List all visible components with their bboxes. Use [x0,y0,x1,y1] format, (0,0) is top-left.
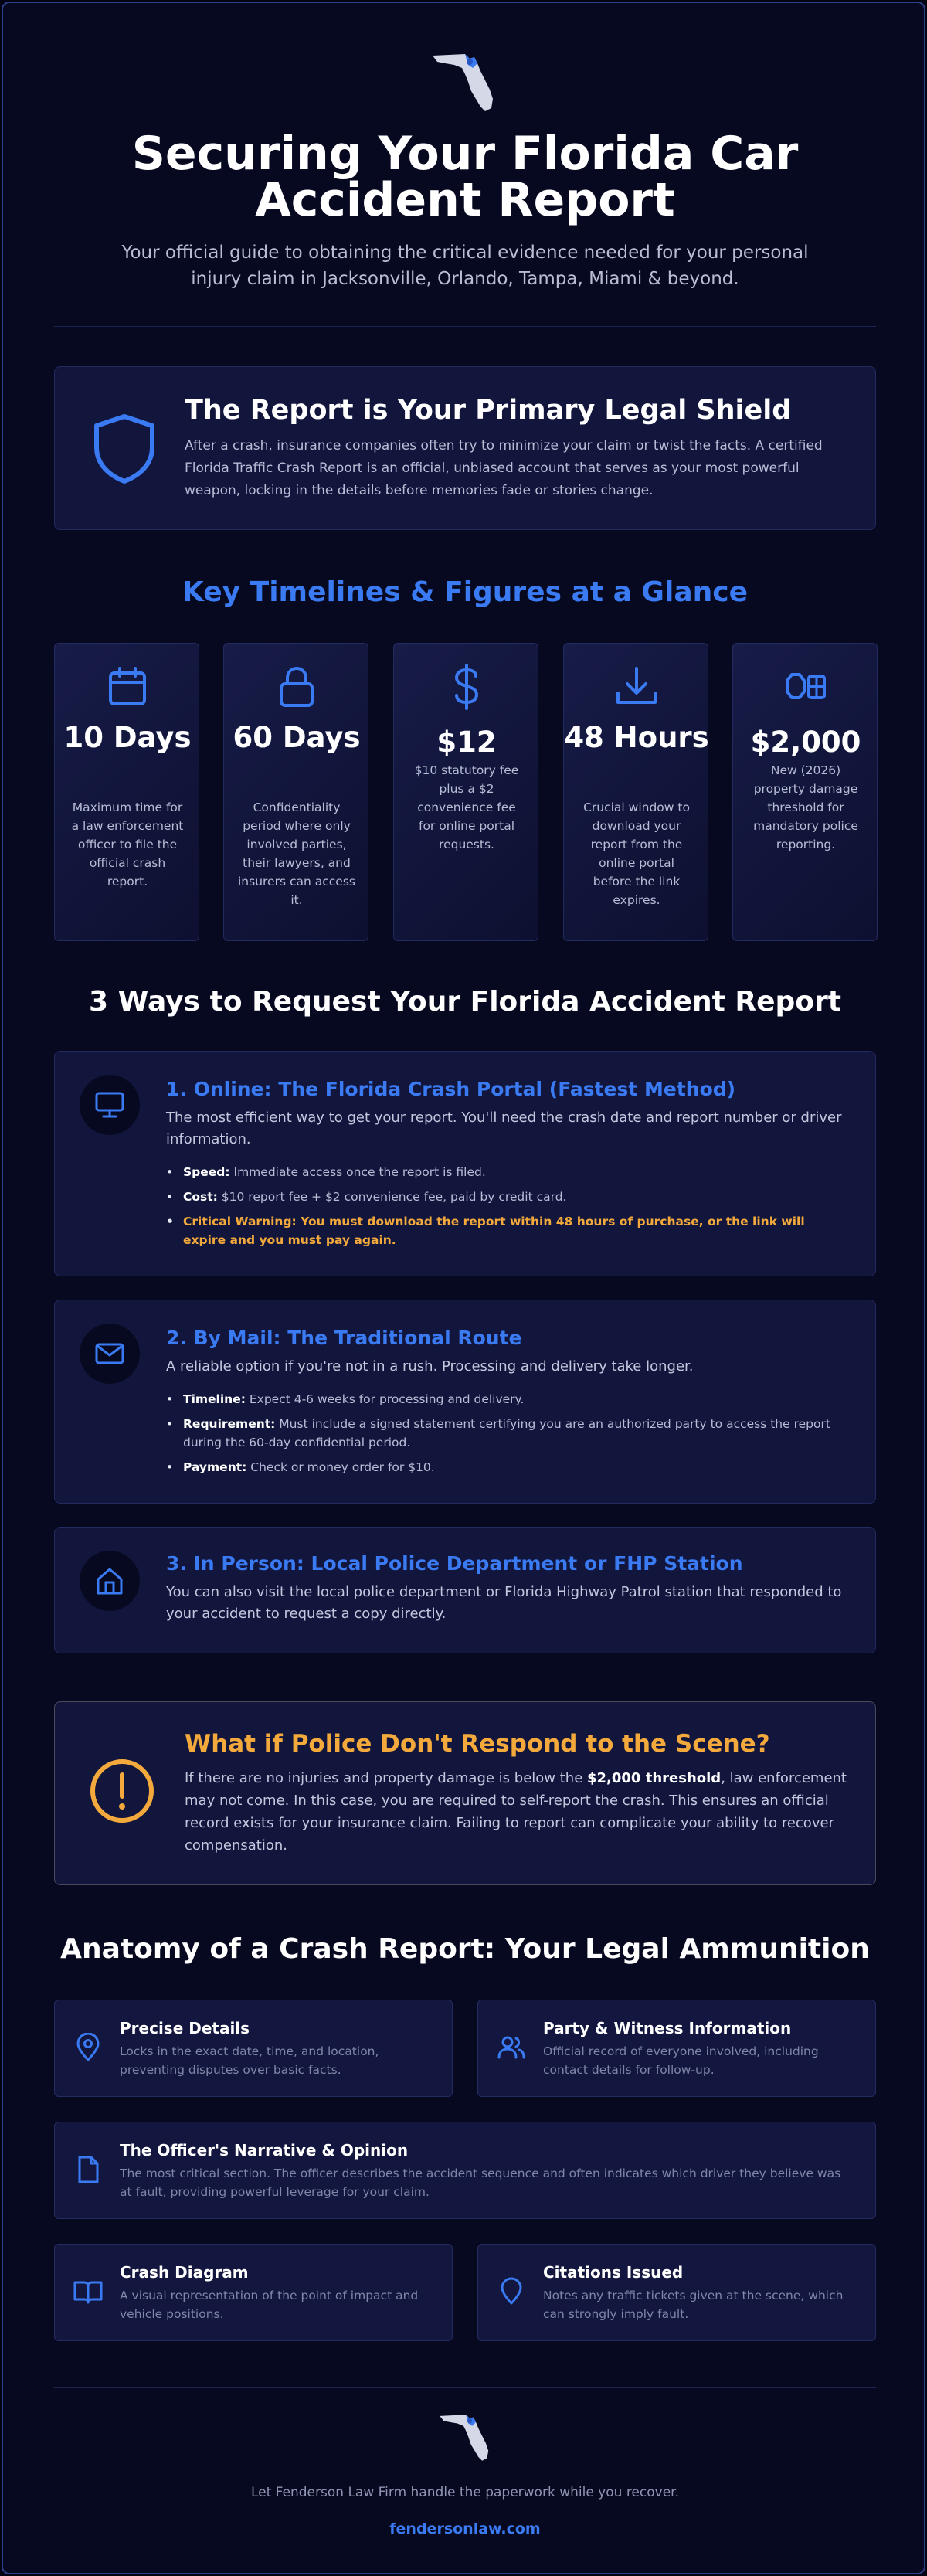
anatomy-item-description: Notes any traffic tickets given at the scene, which can strongly imply fault. [543,2289,844,2321]
document-icon [73,2155,103,2184]
anatomy-card [54,2244,453,2341]
stat-description: New (2026) property damage threshold for mandatory police reporting. [753,763,858,851]
anatomy-card [54,2122,876,2219]
stat-value: 48 Hours [564,721,709,754]
stat-value: 60 Days [233,721,361,754]
police-text: If there are no injuries and property damage is below the $2,000 threshold, law enforcement may not come. In this case, you are required to self-report the crash. This ensures an official record exists for your insurance claim. Failing to report can complicate your ability to recover compensation. [185,1770,847,1854]
anatomy-item-title: Citations Issued [543,2263,684,2282]
method-card-mail [54,1300,876,1504]
anatomy-item-title: Crash Diagram [120,2263,249,2282]
infographic-page [2,2,925,2574]
download-icon [613,664,660,710]
mail-icon [94,1338,125,1369]
list-item: • Timeline: Expect 4-6 weeks for processing and delivery. [166,1390,846,1409]
method-description: You can also visit the local police department or Florida Highway Patrol station that responded to your accident to request a copy directly. [166,1584,842,1622]
list-item: • Cost: $10 report fee + $2 convenience fee, paid by credit card. [166,1188,846,1206]
stat-card [732,643,878,941]
anatomy-item-description: Official record of everyone involved, including contact details for follow-up. [543,2044,819,2077]
car-damage-icon [783,664,829,710]
timelines-title: Key Timelines & Figures at a Glance [182,576,748,608]
method-icon-badge [80,1075,140,1135]
shield-text: After a crash, insurance companies often try to minimize your claim or twist the facts. A certified Florida Traffic Crash Report is an official, unbiased account that serves as your most powerful weapon, locking in the details before memories fade or stories change. [185,438,823,498]
legal-shield-card [54,366,876,530]
stat-description: Crucial window to download your report from the online portal before the link expires. [583,800,690,907]
method-description: The most efficient way to get your report. You'll need the crash date and report number or driver information. [166,1110,842,1147]
list-item: • Payment: Check or money order for $10. [166,1458,846,1477]
methods-title: 3 Ways to Request Your Florida Accident Report [88,986,842,1018]
stat-card [393,643,538,941]
method-icon-badge [80,1324,140,1384]
divider [54,326,876,327]
stat-description: Maximum time for a law enforcement officer to file the official crash report. [71,800,184,889]
anatomy-card [477,2244,876,2341]
stat-value: $12 [436,726,497,759]
location-pin-icon [73,2033,103,2062]
citation-pin-icon [497,2277,526,2306]
anatomy-item-description: Locks in the exact date, time, and location, preventing disputes over basic facts. [120,2044,379,2077]
divider [54,2387,876,2388]
lock-icon [273,664,320,710]
shield-icon [92,413,157,484]
no-police-response-card [54,1701,876,1885]
anatomy-item-description: The most critical section. The officer describes the accident sequence and often indicates which driver they believe was at fault, providing powerful leverage for your claim. [120,2166,841,2199]
police-title: What if Police Don't Respond to the Scene? [185,1730,770,1758]
anatomy-item-title: The Officer's Narrative & Opinion [120,2141,409,2160]
anatomy-item-title: Precise Details [120,2019,250,2037]
alert-icon [89,1758,155,1824]
list-item: • Speed: Immediate access once the report is filed. [166,1163,846,1181]
users-icon [497,2033,526,2062]
stat-value: 10 Days [63,721,192,754]
stat-card [563,643,708,941]
page-title: Securing Your Florida Car Accident Report [131,127,799,227]
stat-card [54,643,199,941]
stat-value: $2,000 [750,726,861,759]
home-icon [94,1565,125,1596]
open-book-icon [73,2277,103,2306]
method-card-online [54,1051,876,1276]
stat-description: Confidentiality period where only involved parties, their lawyers, and insurers can access it. [238,800,355,907]
anatomy-item-description: A visual representation of the point of impact and vehicle positions. [120,2289,419,2321]
method-description: A reliable option if you're not in a rush. Processing and delivery take longer. [166,1358,694,1375]
threshold-highlight: $2,000 threshold [587,1770,722,1786]
footer-tagline: Let Fenderson Law Firm handle the paperwork while you recover. [250,2485,679,2500]
footer-website-link[interactable]: fendersonlaw.com [389,2520,541,2537]
anatomy-title: Anatomy of a Crash Report: Your Legal Ammunition [60,1933,870,1965]
critical-warning: • Critical Warning: You must download the report within 48 hours of purchase, or the link will expire and you must pay again. [166,1212,846,1249]
florida-map-icon [437,2412,496,2463]
method-title: 2. By Mail: The Traditional Route [166,1327,522,1349]
method-icon-badge [80,1551,140,1611]
stat-description: $10 statutory fee plus a $2 convenience fee for online portal requests. [414,763,519,851]
calendar-icon [104,664,151,710]
monitor-icon [94,1089,125,1120]
method-title: 3. In Person: Local Police Department or FHP Station [166,1552,743,1575]
anatomy-card [54,2000,453,2097]
shield-title: The Report is Your Primary Legal Shield [185,395,792,426]
anatomy-item-title: Party & Witness Information [543,2019,792,2037]
florida-map-icon [431,51,501,114]
page-subtitle: Your official guide to obtaining the critical evidence needed for your personal injury claim in Jacksonville, Orlando, Tampa, Miami & beyond. [121,243,809,289]
stat-card [223,643,368,941]
list-item: • Requirement: Must include a signed statement certifying you are an authorized party to access the report during the 60-day confidential period. [166,1415,846,1452]
method-title: 1. Online: The Florida Crash Portal (Fastest Method) [166,1078,736,1100]
anatomy-card [477,2000,876,2097]
method-card-in-person [54,1527,876,1653]
dollar-icon [443,664,490,710]
